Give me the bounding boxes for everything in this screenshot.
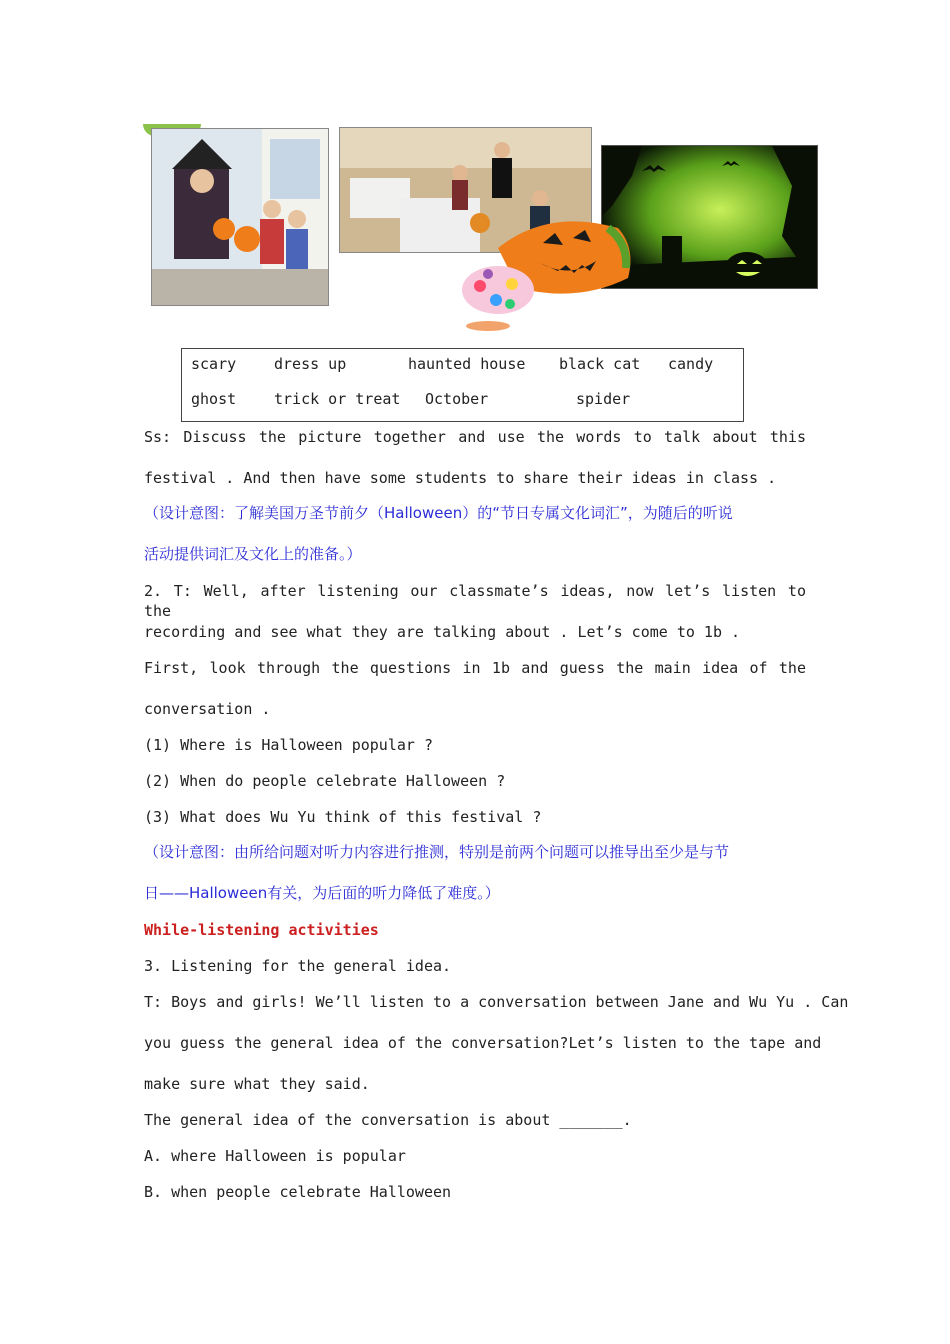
paragraph-line: conversation .	[144, 700, 271, 718]
paragraph-line: you guess the general idea of the conversation?Let’s listen to the tape and	[144, 1034, 822, 1052]
paragraph-line: recording and see what they are talking about . Let’s come to 1b .	[144, 623, 741, 641]
vocab-word: black cat	[559, 355, 641, 373]
design-intent-note: （设计意图：由所给问题对听力内容进行推测，特别是前两个问题可以推导出至少是与节	[144, 843, 730, 861]
question-item: (2) When do people celebrate Halloween ?	[144, 772, 506, 790]
paragraph-line: make sure what they said.	[144, 1075, 370, 1093]
vocab-word: haunted house	[408, 355, 526, 373]
vocab-word: trick or treat	[274, 390, 401, 408]
design-intent-note: 活动提供词汇及文化上的准备。）	[144, 545, 362, 563]
vocab-word: scary	[191, 355, 237, 373]
design-intent-note: 日——Halloween有关，为后面的听力降低了难度。）	[144, 884, 500, 902]
design-intent-note: （设计意图：了解美国万圣节前夕（Halloween）的“节日专属文化词汇”，为随后的听说	[144, 504, 733, 522]
paragraph-line: festival . And then have some students to share their ideas in class .	[144, 469, 777, 487]
vocab-word: October	[425, 390, 489, 408]
question-item: (1) Where is Halloween popular ?	[144, 736, 433, 754]
paragraph-line: First, look through the questions in 1b and guess the main idea of the	[144, 659, 806, 677]
vocab-word: dress up	[274, 355, 347, 373]
vocab-word: spider	[576, 390, 631, 408]
trick-or-treat-photo	[151, 128, 329, 306]
vocabulary-box	[181, 348, 744, 422]
pumpkin-candy-bag-image	[458, 208, 634, 334]
paragraph-line: 3. Listening for the general idea.	[144, 957, 452, 975]
answer-option: B. when people celebrate Halloween	[144, 1183, 452, 1201]
vocab-word: ghost	[191, 390, 237, 408]
vocab-word: candy	[668, 355, 714, 373]
section-heading: While-listening activities	[144, 921, 379, 939]
question-item: (3) What does Wu Yu think of this festival ?	[144, 808, 542, 826]
answer-option: A. where Halloween is popular	[144, 1147, 406, 1165]
paragraph-line: 2. T: Well, after listening our classmate’s ideas, now let’s listen to the	[144, 582, 806, 620]
paragraph-line: Ss: Discuss the picture together and use the words to talk about this	[144, 428, 806, 446]
paragraph-line: T: Boys and girls! We’ll listen to a conversation between Jane and Wu Yu . Can	[144, 993, 849, 1011]
question-prompt: The general idea of the conversation is about _______.	[144, 1111, 632, 1129]
